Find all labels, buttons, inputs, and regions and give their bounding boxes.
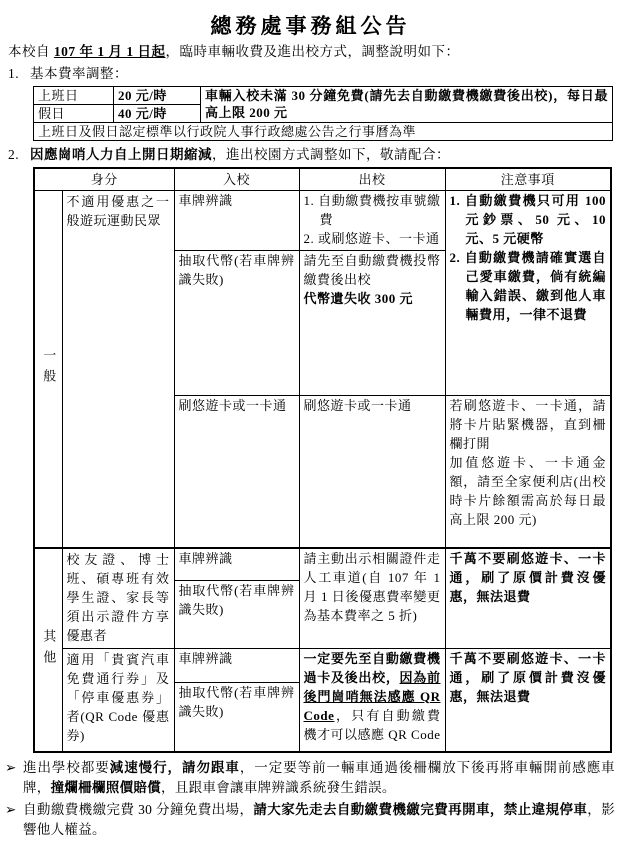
section-2-label (30, 145, 450, 164)
other-b-exit-underline: 因為前後門崗哨無法感應 QR Code (303, 669, 441, 723)
general-notes-item1: 1. 自動繳費機只可用 100 元鈔票、50 元、10 元、5 元硬幣 (449, 192, 606, 246)
header-exit: 出校 (299, 168, 445, 190)
intro-prefix: 本校自 (8, 44, 54, 59)
intro-suffix: ，臨時車輛收費及進出校方式，調整說明如下： (165, 44, 460, 59)
general-notes-item2: 2. 自動繳費機請確實選自己愛車繳費，倘有統編輸入錯誤、繳到他人車輛費用，一律不退費 (449, 249, 606, 322)
group-other-label: 其他 (41, 629, 57, 671)
intro-paragraph (8, 42, 613, 62)
section-2-number: 2. (8, 147, 20, 162)
footer2-b1: 請大家先走去自動繳費機繳完費再開車，禁止違規停車 (253, 802, 588, 817)
group-general-label: 一般 (41, 347, 57, 390)
arrow-bullet-icon: ➢ (5, 760, 17, 775)
general-exit-plate-item2: 2. 或刷悠遊卡、一卡通 (303, 230, 440, 246)
section-1-number: 1. (8, 66, 20, 81)
footer1-b2: 撞爛柵欄照價賠償 (50, 780, 162, 795)
general-entry-token-cell: 抽取代幣(若車牌辨識失敗) (174, 250, 299, 395)
other-a-entry-plate-cell: 車牌辨識 (174, 548, 299, 580)
header-notes: 注意事項 (445, 168, 611, 190)
other-b-identity-cell (62, 648, 174, 752)
other-b-exit-rest: ，只有自動繳費機才可以感應 QR Code (303, 707, 441, 742)
other-b-entry-token-cell: 抽取代幣(若車牌辨識失敗) (174, 682, 299, 752)
general-notes-card-cell (445, 395, 611, 548)
other-a-plate-row (34, 548, 611, 580)
group-other-cell (34, 548, 62, 752)
effective-date: 107 年 1 月 1 日起 (53, 44, 166, 59)
other-b-identity-text: 適用「貴賓汽車免費通行券」及「停車優惠券」者(QR Code 優惠券) (66, 651, 170, 743)
general-identity-text: 不適用優惠之一般遊玩運動民眾 (66, 193, 170, 228)
general-exit-plate-item1: 1. 自動繳費機按車號繳費 (303, 192, 441, 227)
section-2-heading (8, 145, 621, 164)
footer-bullet-2 (5, 800, 615, 840)
access-table-header-row (34, 168, 611, 190)
arrow-bullet-icon: ➢ (5, 802, 17, 817)
other-b-exit-cell (299, 648, 445, 752)
general-exit-plate-cell (299, 190, 445, 250)
footer1-t3: ，且跟車會讓車牌辨識系統發生錯誤。 (161, 780, 396, 795)
general-identity-cell (62, 190, 174, 548)
other-a-entry-token-cell: 抽取代幣(若車牌辨識失敗) (174, 580, 299, 648)
general-entry-card-cell: 刷悠遊卡或一卡通 (174, 395, 299, 548)
rate-free-note: 車輛入校未滿 30 分鐘免費(請先去自動繳費機繳費後出校)，每日最高上限 200 元 (201, 87, 613, 123)
rate-weekday-value: 20 元/時 (114, 87, 201, 105)
general-exit-token-bold: 代幣遺失收 300 元 (303, 290, 414, 306)
other-b-notes-cell: 千萬不要刷悠遊卡、一卡通，刷了原價計費沒優惠，無法退費 (445, 648, 611, 752)
header-entry: 入校 (174, 168, 299, 190)
rate-holiday-value: 40 元/時 (114, 105, 201, 123)
general-exit-token-text: 請先至自動繳費機投幣繳費後出校 (303, 252, 441, 287)
footer-bullet-1-text (23, 758, 615, 798)
section-1-label: 基本費率調整： (30, 66, 128, 81)
general-notes-card-text2: 加值悠遊卡、一卡通金額，請至全家便利店(出校時卡片餘額需高於每日最高上限 200 元) (449, 454, 606, 527)
section-2-label-bold: 因應崗哨人力自上開日期縮減 (30, 147, 212, 162)
footer1-t1: 進出學校都要 (23, 760, 110, 775)
other-b-plate-row (34, 648, 611, 682)
general-exit-token-cell (299, 250, 445, 395)
rate-footnote-row (34, 123, 613, 141)
footer-bullet-1 (5, 758, 615, 798)
general-plate-row (34, 190, 611, 250)
other-a-identity-text: 校友證、博士班、碩專班有效學生證、家長等須出示證件方享優惠者 (66, 552, 170, 643)
footer1-b1: 減速慢行，請勿跟車 (109, 760, 240, 775)
general-notes-cell (445, 190, 611, 395)
other-b-exit-bold: 一定要先至自動繳費機過卡及後出校， (303, 650, 441, 685)
other-a-notes-cell: 千萬不要刷悠遊卡、一卡通，刷了原價計費沒優惠，無法退費 (445, 548, 611, 648)
access-table (33, 167, 612, 753)
footer2-t1: 自動繳費機繳完費 30 分鐘免費出場， (23, 802, 254, 817)
other-a-identity-cell (62, 548, 174, 648)
header-identity: 身分 (34, 168, 174, 190)
rate-holiday-label: 假日 (34, 105, 114, 123)
general-notes-card-text1: 若刷悠遊卡、一卡通，請將卡片貼緊機器，直到柵欄打開 (449, 397, 606, 451)
general-entry-plate-cell: 車牌辨識 (174, 190, 299, 250)
rate-row-weekday (34, 87, 613, 105)
footer-notes (5, 758, 615, 840)
footer-bullet-2-text (23, 800, 615, 840)
footer2-t2: ，影響他人權益。 (23, 802, 615, 837)
rate-table (33, 86, 613, 141)
page-title: 總務處事務組公告 (210, 14, 411, 38)
footer1-t2: ，一定要等前一輛車通過後柵欄放下後再將車輛開前感應車牌， (23, 760, 615, 795)
rate-footnote: 上班日及假日認定標準以行政院人事行政總處公告之行事曆為準 (34, 123, 613, 141)
section-1-heading (8, 64, 621, 83)
general-exit-card-cell: 刷悠遊卡或一卡通 (299, 395, 445, 548)
group-general-cell (34, 190, 62, 548)
other-b-entry-plate-cell: 車牌辨識 (174, 648, 299, 682)
other-a-exit-cell: 請主動出示相關證件走人工車道(自 107 年 1 月 1 日後優惠費率變更為基本費率之 5 折) (299, 548, 445, 648)
section-2-label-rest: ，進出校園方式調整如下，敬請配合： (212, 147, 450, 162)
rate-weekday-label: 上班日 (34, 87, 114, 105)
